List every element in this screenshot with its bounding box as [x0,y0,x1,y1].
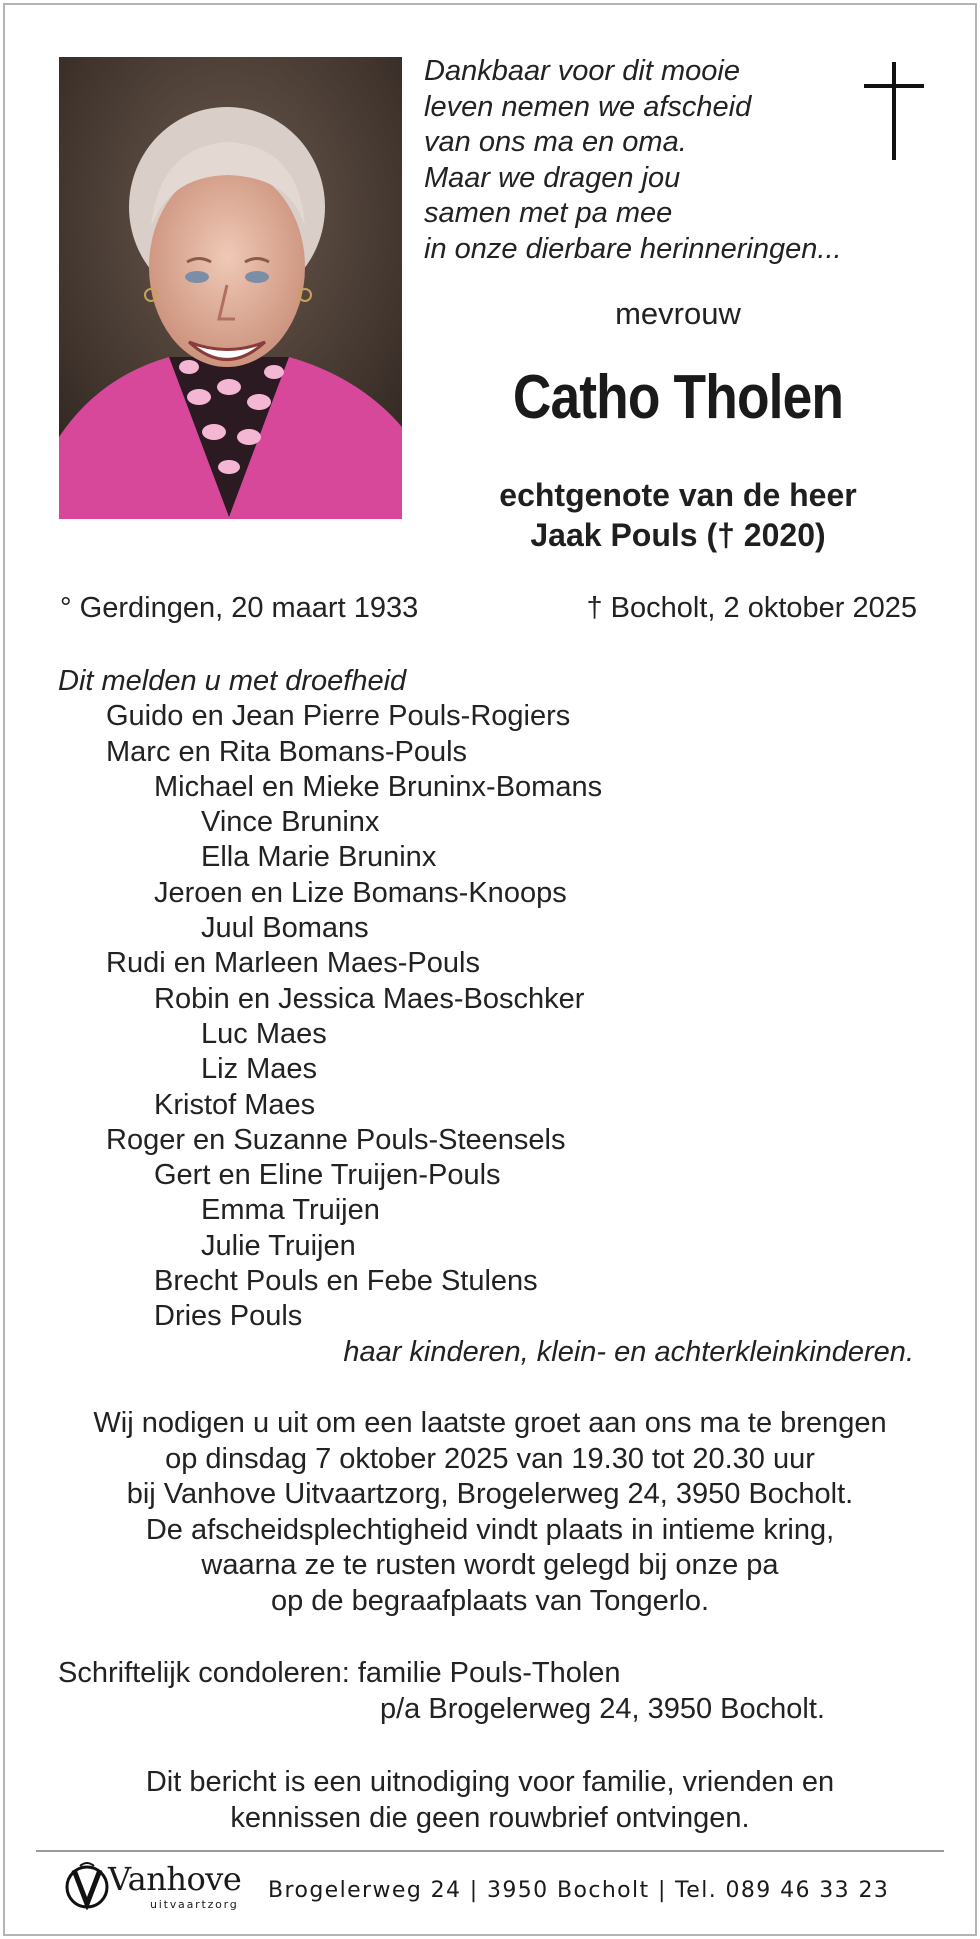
family-member: Liz Maes [201,1053,318,1086]
family-closing: haar kinderen, klein- en achterkleinkinderen. [343,1335,914,1368]
poem-line: Maar we dragen jou [424,161,681,194]
family-member: Michael en Mieke Bruninx-Bomans [154,770,603,803]
birth-info: ° Gerdingen, 20 maart 1933 [60,592,419,624]
family-member: Rudi en Marleen Maes-Pouls [106,947,480,980]
family-intro: Dit melden u met droefheid [58,665,407,697]
invitation-line: op de begraafplaats van Tongerlo. [270,1584,710,1617]
poem-line: leven nemen we afscheid [424,90,752,123]
funeral-home-logo [64,1858,254,1918]
family-member: Emma Truijen [201,1194,380,1227]
invitation-line: op dinsdag 7 oktober 2025 van 19.30 tot 20.30 uur [165,1442,815,1475]
brand-subtitle: uitvaartzorg [150,1898,239,1911]
brand-name: Vanhove [108,1860,242,1898]
family-member: Juul Bomans [201,912,369,945]
condolence-line: Schriftelijk condoleren: familie Pouls-Tholen [58,1657,621,1689]
invitation-text [40,1406,940,1619]
invitation-line: waarna ze te rusten wordt gelegd bij onze pa [201,1549,779,1581]
family-member: Marc en Rita Bomans-Pouls [106,735,468,768]
footer-address: Brogelerweg 24 | 3950 Bocholt | Tel. 089 46 33 23 [268,1878,890,1903]
deceased-name: Catho Tholen [512,363,844,432]
invitation-line: Wij nodigen u uit om een laatste groet aan ons ma te brengen [93,1407,887,1439]
family-member: Roger en Suzanne Pouls-Steensels [106,1123,566,1156]
death-info: † Bocholt, 2 oktober 2025 [586,592,917,624]
poem-line: Dankbaar voor dit mooie [424,55,740,87]
invitation-line: De afscheidsplechtigheid vindt plaats in intieme kring, [145,1513,835,1546]
title-prefix: mevrouw [615,296,741,331]
family-member: Robin en Jessica Maes-Boschker [154,982,585,1015]
invitation-line: bij Vanhove Uitvaartzorg, Brogelerweg 24, 3950 Bocholt. [126,1478,854,1510]
spouse-line: echtgenote van de heer [499,477,857,513]
notice-line: kennissen die geen rouwbrief ontvingen. [230,1801,750,1834]
cross-icon [864,62,924,160]
poem-line: samen met pa mee [424,197,673,229]
family-member: Brecht Pouls en Febe Stulens [154,1265,538,1298]
family-member: Ella Marie Bruninx [201,841,437,874]
notice-line: Dit bericht is een uitnodiging voor familie, vrienden en [145,1766,835,1798]
vanhove-logo-icon [64,1860,110,1910]
family-member: Vince Bruninx [201,806,380,839]
family-member: Luc Maes [201,1017,327,1050]
family-list [58,664,938,1370]
family-member: Kristof Maes [154,1088,316,1121]
portrait-photo [59,57,402,519]
family-member: Guido en Jean Pierre Pouls-Rogiers [106,700,571,733]
spouse-info [424,475,932,555]
family-member: Dries Pouls [154,1300,303,1333]
poem-line: van ons ma en oma. [424,126,687,158]
notice-text [40,1765,940,1836]
family-member: Gert en Eline Truijen-Pouls [154,1159,501,1192]
family-member: Jeroen en Lize Bomans-Knoops [154,876,567,909]
footer-divider [36,1850,944,1852]
family-member: Julie Truijen [201,1229,356,1262]
condolence-info [58,1656,938,1727]
condolence-address: p/a Brogelerweg 24, 3950 Bocholt. [380,1692,825,1725]
spouse-line: Jaak Pouls († 2020) [530,517,826,553]
poem [424,54,864,267]
poem-line: in onze dierbare herinneringen... [424,232,842,265]
